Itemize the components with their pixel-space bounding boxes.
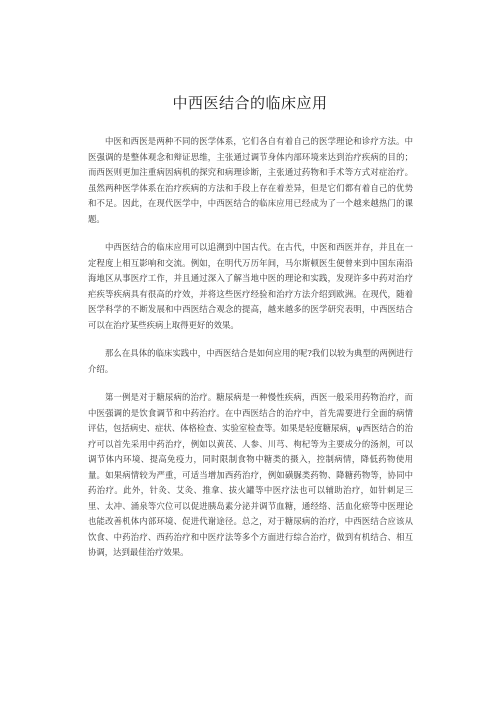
document-body	[88, 134, 413, 574]
document-title: 中西医结合的临床应用	[172, 94, 328, 112]
paragraph-3: 那么在具体的临床实践中，中西医结合是如何应用的呢?我们以较为典型的两例进行介绍。	[88, 348, 413, 374]
paragraph-1: 中医和西医是两种不同的医学体系，它们各自有着自己的医学理论和诊疗方法。中医强调的是整体观念和辩证思维，主张通过调节身体内部环境来达到治疗疾病的目的；而西医则更加注重病因病机的探究和病理诊断，主张通过药物和手术等方式对症治疗。虽然两种医学体系在治疗疾病的方法和手段上存在着差异，但是它们都有着自己的优势和不足。因此，在现代医学中，中西医结合的临床应用已经成为了一个越来越热门的课题。	[88, 136, 413, 224]
paragraph-2: 中西医结合的临床应用可以追溯到中国古代。在古代，中医和西医并存，并且在一定程度上相互影响和交流。例如，在明代万历年间，马尔斯顿医生便曾来到中国东南沿海地区从事医疗工作，并且通过深入了解当地中医的理论和实践，发现许多中药对治疗疟疾等疾病具有很高的疗效，并将这些医疗经验和治疗方法介绍到欧洲。在现代，随着医学科学的不断发展和中西医结合观念的提高，越来越多的医学研究表明，中西医结合可以在治疗某些疾病上取得更好的效果。	[88, 242, 413, 330]
paragraph-4: 第一例是对于糖尿病的治疗。糖尿病是一种慢性疾病，西医一般采用药物治疗，而中医强调的是饮食调节和中药治疗。在中西医结合的治疗中，首先需要进行全面的病情评估，包括病史、症状、体格检查、实验室检查等。如果是轻度糖尿病，ψ西医结合的治疗可以首先采用中药治疗，例如以黄芪、人参、川芎、枸杞等为主要成分的汤剂，可以调节体内环境、提高免疫力，同时限制食物中糖类的摄入，控制病情，降低药物使用量。如果病情较为严重，可适当增加西药治疗，例如磺脲类药物、降糖药物等，协同中药治疗。此外，针灸、艾灸、推拿、拔火罐等中医疗法也可以辅助治疗，如针刺足三里、太冲、涌泉等穴位可以促进胰岛素分泌并调节血糖，通经络、活血化瘀等中医理论也能改善机体内部环境、促进代谢途径。总之，对于糖尿病的治疗，中西医结合应该从饮食、中药治疗、西药治疗和中医疗法等多个方面进行综合治疗，做到有机结合、相互协调，达到最佳治疗效果。	[88, 392, 413, 557]
